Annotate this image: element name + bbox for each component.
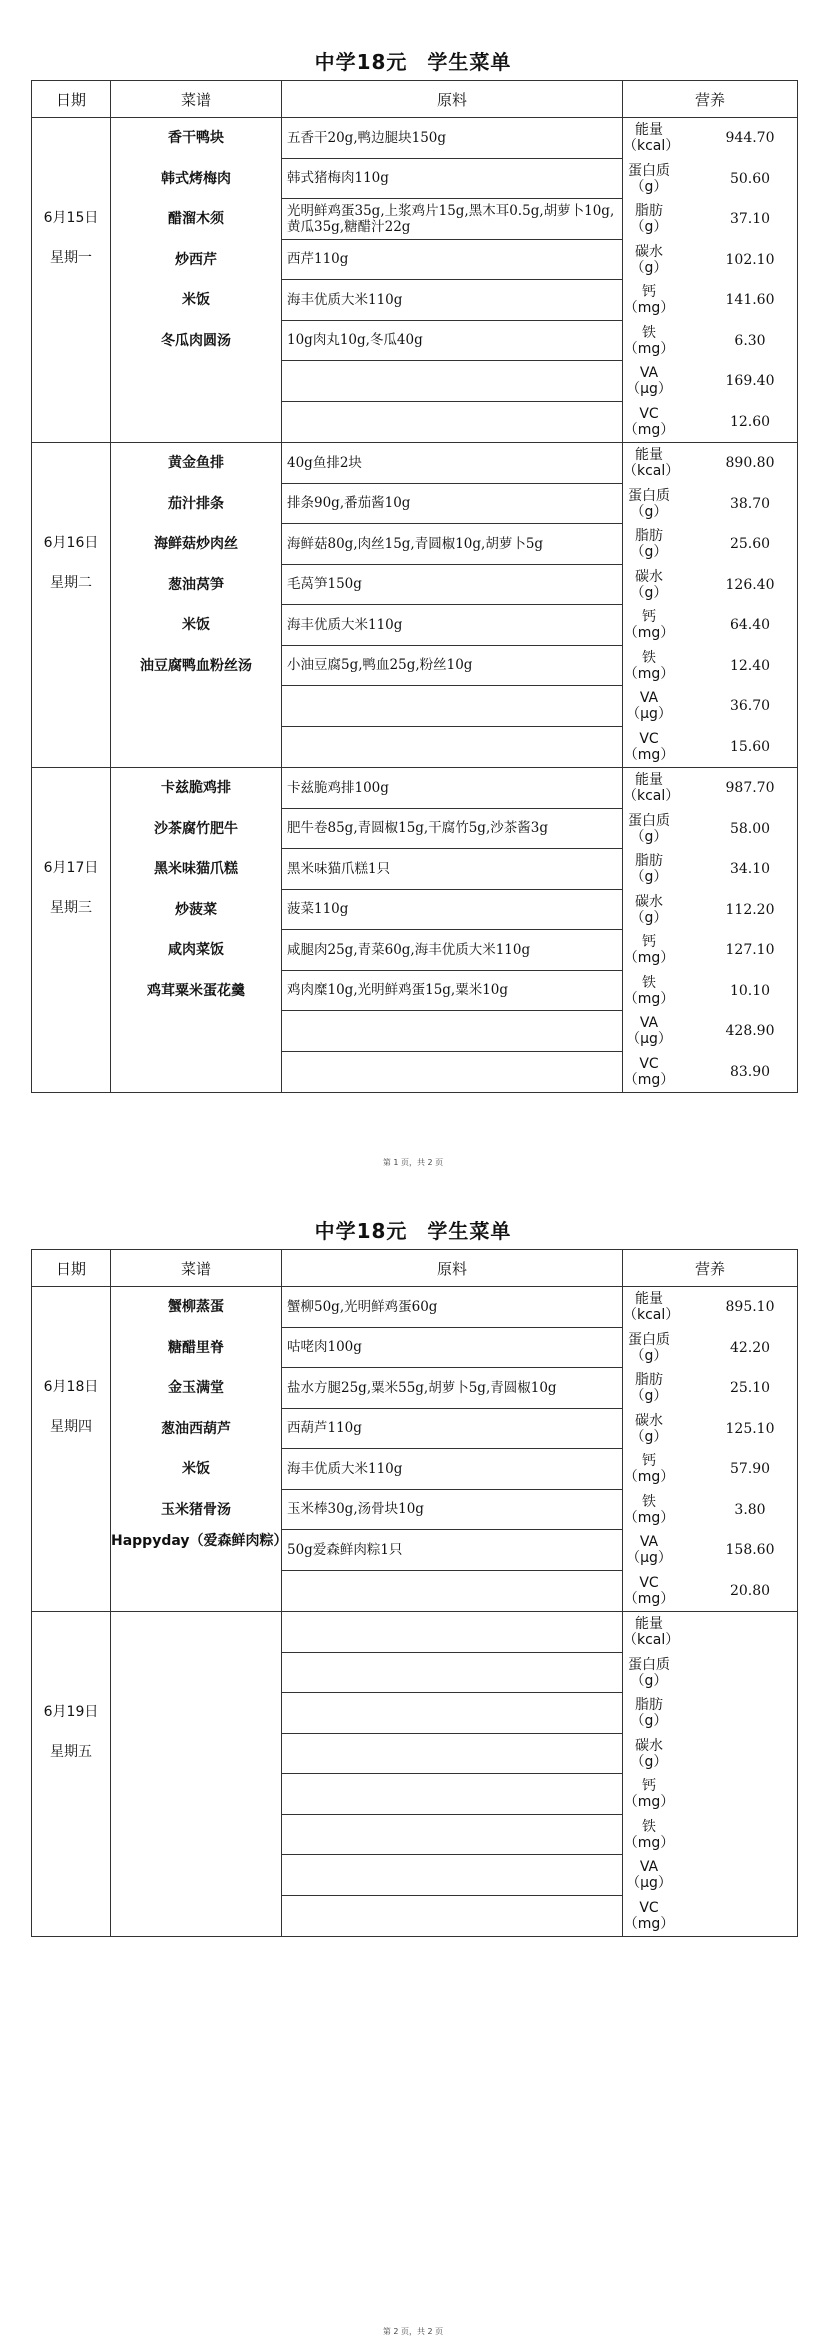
nutrition-value: 12.60 — [729, 413, 771, 430]
nutrition-label: VC （mg） — [623, 1055, 675, 1088]
dish-name: 香干鸭块 — [168, 130, 224, 146]
dish-name: 鸡茸粟米蛋花羹 — [147, 982, 245, 999]
header-dish: 菜谱 — [111, 81, 282, 118]
nutrition-row — [623, 1855, 797, 1896]
nutrition-value: 38.70 — [729, 495, 771, 512]
dish-name: 米饭 — [182, 1461, 210, 1477]
ingredient-line: 鸡肉糜10g,光明鲜鸡蛋15g,粟米10g — [282, 971, 622, 1012]
nutrition-label: VC （mg） — [623, 730, 675, 763]
dishes-cell — [111, 768, 282, 1093]
nutrition-value: 36.70 — [729, 698, 771, 715]
nutrition-row — [623, 159, 797, 200]
ingredient-line — [282, 686, 622, 727]
ingredient-line — [282, 727, 622, 767]
title-school: 中学18元 — [314, 50, 408, 74]
header-dish: 菜谱 — [111, 1250, 282, 1287]
nutrition-label: VA （μg） — [626, 365, 672, 398]
ingredient-line: 卡兹脆鸡排100g — [282, 768, 622, 809]
dish-name: Happyday（爱森鲜肉粽） — [111, 1533, 288, 1549]
dish-name: 咸肉菜饭 — [168, 942, 224, 958]
nutrition-label: 能量 （kcal） — [623, 122, 680, 155]
ingredient-line — [282, 1774, 622, 1815]
dish-name: 油豆腐鸭血粉丝汤 — [140, 657, 252, 674]
weekday-text: 星期四 — [50, 1419, 92, 1435]
weekday-text: 星期二 — [50, 575, 92, 591]
ingredient-line: 海丰优质大米110g — [282, 1449, 622, 1490]
nutrition-row — [623, 1571, 797, 1612]
dish-name: 醋溜木须 — [168, 211, 224, 227]
dish-name: 海鲜菇炒肉丝 — [154, 536, 238, 552]
header-nutrition: 营养 — [623, 81, 798, 118]
nutrition-row — [623, 1653, 797, 1694]
nutrition-value: 20.80 — [729, 1582, 771, 1599]
day-row — [32, 443, 798, 768]
nutrition-value: 50.60 — [729, 170, 771, 187]
date-block — [32, 1612, 110, 1772]
date-cell — [32, 1287, 111, 1612]
nutrition-row — [623, 280, 797, 321]
ingredient-line: 西葫芦110g — [282, 1409, 622, 1450]
nutrition-row — [623, 930, 797, 971]
dish-name: 葱油莴笋 — [168, 576, 224, 593]
nutrition-row — [623, 524, 797, 565]
ingredient-line: 蟹柳50g,光明鲜鸡蛋60g — [282, 1287, 622, 1328]
ingredient-line: 五香干20g,鸭边腿块150g — [282, 118, 622, 159]
nutrition-value: 126.40 — [725, 576, 775, 593]
nutrition-row — [623, 971, 797, 1012]
nutrition-value: 6.30 — [734, 332, 766, 349]
nutrition-label: 钙 （mg） — [623, 284, 675, 317]
nutrition-label: VA （μg） — [626, 1859, 672, 1892]
nutrition-value: 15.60 — [729, 738, 771, 755]
nutrition-cell — [623, 1612, 798, 1937]
menu-table — [31, 80, 798, 1093]
nutrition-label: 钙 （mg） — [623, 934, 675, 967]
nutrition-row — [623, 321, 797, 362]
ingredient-line: 咸腿肉25g,青菜60g,海丰优质大米110g — [282, 930, 622, 971]
date-cell — [32, 1612, 111, 1937]
header-ingredients: 原料 — [282, 81, 623, 118]
nutrition-row — [623, 1409, 797, 1450]
nutrition-label: 碳水 （g） — [630, 1412, 668, 1445]
ingredient-line: 50g爱森鲜肉粽1只 — [282, 1530, 622, 1571]
nutrition-row — [623, 1287, 797, 1328]
ingredient-line — [282, 1052, 622, 1092]
ingredient-line: 盐水方腿25g,粟米55g,胡萝卜5g,青圆椒10g — [282, 1368, 622, 1409]
ingredient-line: 菠菜110g — [282, 890, 622, 931]
menu-table — [31, 1249, 798, 1937]
dish-name: 茄汁排条 — [168, 495, 224, 512]
dish-name: 卡兹脆鸡排 — [161, 780, 231, 796]
ingredient-line — [282, 361, 622, 402]
nutrition-label: 铁 （mg） — [623, 1818, 675, 1851]
ingredient-line: 光明鲜鸡蛋35g,上浆鸡片15g,黑木耳0.5g,胡萝卜10g,黄瓜35g,糖醋汁22g — [282, 199, 622, 240]
nutrition-row — [623, 849, 797, 890]
dishes-cell — [111, 443, 282, 768]
nutrition-row — [623, 240, 797, 281]
nutrition-value: 102.10 — [725, 251, 775, 268]
nutrition-label: 脂肪 （g） — [630, 1697, 668, 1730]
ingredient-line — [282, 1693, 622, 1734]
nutrition-row — [623, 1530, 797, 1571]
dish-name: 米饭 — [182, 292, 210, 308]
nutrition-row — [623, 1896, 797, 1937]
nutrition-value: 25.60 — [729, 536, 771, 553]
nutrition-row — [623, 605, 797, 646]
nutrition-row — [623, 1490, 797, 1531]
nutrition-cell — [623, 768, 798, 1093]
dishes-cell — [111, 1612, 282, 1937]
ingredient-line: 海丰优质大米110g — [282, 605, 622, 646]
nutrition-row — [623, 727, 797, 768]
day-row — [32, 118, 798, 443]
ingredient-line: 韩式猪梅肉110g — [282, 159, 622, 200]
date-block — [32, 1287, 110, 1447]
weekday-text: 星期一 — [50, 250, 92, 266]
nutrition-label: 碳水 （g） — [630, 243, 668, 276]
nutrition-cell — [623, 118, 798, 443]
ingredients-cell — [282, 1612, 623, 1937]
date-block — [32, 443, 110, 603]
nutrition-value: 57.90 — [729, 1461, 771, 1478]
nutrition-value: 169.40 — [725, 373, 775, 390]
dishes-cell — [111, 1287, 288, 1612]
nutrition-row — [623, 1328, 797, 1369]
ingredient-line: 排条90g,番茄酱10g — [282, 484, 622, 525]
nutrition-value: 25.10 — [729, 1380, 771, 1397]
nutrition-row — [623, 686, 797, 727]
ingredients-cell — [282, 118, 623, 443]
nutrition-label: 脂肪 （g） — [630, 203, 668, 236]
ingredient-line: 玉米棒30g,汤骨块10g — [282, 1490, 622, 1531]
ingredient-line — [282, 1011, 622, 1052]
nutrition-label: 铁 （mg） — [623, 1493, 675, 1526]
ingredient-line — [282, 1612, 622, 1653]
page-title — [0, 46, 826, 75]
date-text: 6月19日 — [43, 1704, 99, 1720]
nutrition-row — [623, 768, 797, 809]
dish-name: 黄金鱼排 — [168, 455, 224, 471]
nutrition-cell — [623, 1287, 798, 1612]
ingredients-cell — [282, 768, 623, 1093]
ingredient-line: 10g肉丸10g,冬瓜40g — [282, 321, 622, 362]
nutrition-label: 脂肪 （g） — [630, 853, 668, 886]
nutrition-value: 64.40 — [729, 617, 771, 634]
nutrition-cell — [623, 443, 798, 768]
header-ingredients: 原料 — [282, 1250, 623, 1287]
nutrition-row — [623, 1011, 797, 1052]
nutrition-row — [623, 118, 797, 159]
nutrition-row — [623, 402, 797, 443]
nutrition-label: 碳水 （g） — [630, 1737, 668, 1770]
nutrition-label: VC （mg） — [623, 405, 675, 438]
nutrition-row — [623, 1449, 797, 1490]
nutrition-row — [623, 361, 797, 402]
nutrition-label: VA （μg） — [626, 1534, 672, 1567]
ingredients-cell — [282, 1287, 623, 1612]
date-block — [32, 768, 110, 928]
nutrition-label: 铁 （mg） — [623, 324, 675, 357]
date-cell — [32, 118, 111, 443]
ingredients-cell — [282, 443, 623, 768]
weekday-text: 星期五 — [50, 1744, 92, 1760]
nutrition-row — [623, 646, 797, 687]
nutrition-label: 蛋白质 （g） — [628, 162, 670, 195]
nutrition-value: 112.20 — [725, 901, 775, 918]
nutrition-value: 3.80 — [734, 1501, 766, 1518]
nutrition-label: 蛋白质 （g） — [628, 487, 670, 520]
nutrition-label: 能量 （kcal） — [623, 1291, 680, 1324]
nutrition-label: 蛋白质 （g） — [628, 812, 670, 845]
nutrition-row — [623, 484, 797, 525]
dish-name: 炒菠菜 — [175, 901, 217, 918]
header-date: 日期 — [32, 81, 111, 118]
ingredient-line: 肥牛卷85g,青圆椒15g,干腐竹5g,沙茶酱3g — [282, 809, 622, 850]
ingredient-line — [282, 1855, 622, 1896]
nutrition-value: 127.10 — [725, 942, 775, 959]
nutrition-value: 10.10 — [729, 982, 771, 999]
nutrition-label: 钙 （mg） — [623, 609, 675, 642]
ingredient-line: 40g鱼排2块 — [282, 443, 622, 484]
ingredient-line: 海鲜菇80g,肉丝15g,青圆椒10g,胡萝卜5g — [282, 524, 622, 565]
nutrition-row — [623, 1774, 797, 1815]
page-title — [0, 1215, 826, 1244]
dish-name: 玉米猪骨汤 — [161, 1501, 231, 1518]
nutrition-label: 脂肪 （g） — [630, 1372, 668, 1405]
nutrition-row — [623, 890, 797, 931]
ingredient-line — [282, 1896, 622, 1936]
nutrition-value: 944.70 — [725, 130, 775, 147]
nutrition-label: 能量 （kcal） — [623, 772, 680, 805]
dish-name: 沙茶腐竹肥牛 — [154, 820, 238, 837]
nutrition-label: VC （mg） — [623, 1574, 675, 1607]
nutrition-value: 158.60 — [725, 1542, 775, 1559]
date-block — [32, 118, 110, 278]
nutrition-label: 碳水 （g） — [630, 568, 668, 601]
menu-page-2 — [0, 1169, 826, 2338]
nutrition-value: 895.10 — [725, 1299, 775, 1316]
nutrition-value: 125.10 — [725, 1420, 775, 1437]
dish-name: 糖醋里脊 — [168, 1339, 224, 1356]
dish-name: 葱油西葫芦 — [161, 1420, 231, 1437]
dish-name: 冬瓜肉圆汤 — [161, 332, 231, 349]
dish-name: 米饭 — [182, 617, 210, 633]
nutrition-value: 34.10 — [729, 861, 771, 878]
nutrition-value: 83.90 — [729, 1063, 771, 1080]
dishes-cell — [111, 118, 282, 443]
nutrition-label: VA （μg） — [626, 690, 672, 723]
date-text: 6月16日 — [43, 535, 99, 551]
date-cell — [32, 443, 111, 768]
header-date: 日期 — [32, 1250, 111, 1287]
dish-name: 金玉满堂 — [168, 1380, 224, 1396]
day-row — [32, 1612, 798, 1937]
ingredient-line: 小油豆腐5g,鸭血25g,粉丝10g — [282, 646, 622, 687]
dish-name: 蟹柳蒸蛋 — [168, 1299, 224, 1315]
nutrition-value: 428.90 — [725, 1023, 775, 1040]
nutrition-label: 蛋白质 （g） — [628, 1656, 670, 1689]
nutrition-label: 钙 （mg） — [623, 1453, 675, 1486]
ingredient-line — [282, 1815, 622, 1856]
nutrition-label: 脂肪 （g） — [630, 528, 668, 561]
nutrition-row — [623, 1734, 797, 1775]
nutrition-label: 铁 （mg） — [623, 974, 675, 1007]
title-menu: 学生菜单 — [427, 1219, 512, 1243]
date-text: 6月15日 — [43, 210, 99, 226]
date-cell — [32, 768, 111, 1093]
weekday-text: 星期三 — [50, 900, 92, 916]
ingredient-line — [282, 1734, 622, 1775]
nutrition-row — [623, 809, 797, 850]
nutrition-row — [623, 1693, 797, 1734]
ingredient-line: 黑米味猫爪糕1只 — [282, 849, 622, 890]
nutrition-row — [623, 1815, 797, 1856]
nutrition-value: 987.70 — [725, 780, 775, 797]
title-school: 中学18元 — [314, 1219, 408, 1243]
nutrition-value: 890.80 — [725, 455, 775, 472]
title-menu: 学生菜单 — [427, 50, 512, 74]
nutrition-row — [623, 199, 797, 240]
ingredient-line: 海丰优质大米110g — [282, 280, 622, 321]
ingredient-line — [282, 402, 622, 442]
header-nutrition: 营养 — [623, 1250, 798, 1287]
nutrition-value: 12.40 — [729, 657, 771, 674]
nutrition-label: 能量 （kcal） — [623, 447, 680, 480]
nutrition-label: VC （mg） — [623, 1899, 675, 1932]
nutrition-row — [623, 1368, 797, 1409]
ingredient-line — [282, 1653, 622, 1694]
day-row — [32, 1287, 798, 1612]
ingredient-line — [282, 1571, 622, 1611]
nutrition-label: 蛋白质 （g） — [628, 1331, 670, 1364]
nutrition-label: 碳水 （g） — [630, 893, 668, 926]
ingredient-line: 西芹110g — [282, 240, 622, 281]
nutrition-row — [623, 565, 797, 606]
date-text: 6月17日 — [43, 860, 99, 876]
page-footer: 第 1 页，共 2 页 — [382, 1158, 444, 1167]
nutrition-label: 能量 （kcal） — [623, 1616, 680, 1649]
day-row — [32, 768, 798, 1093]
nutrition-value: 141.60 — [725, 292, 775, 309]
dish-name: 炒西芹 — [175, 251, 217, 268]
nutrition-row — [623, 1612, 797, 1653]
nutrition-value: 42.20 — [729, 1339, 771, 1356]
dish-name: 黑米味猫爪糕 — [154, 861, 238, 877]
dish-name: 韩式烤梅肉 — [161, 170, 231, 187]
nutrition-value: 58.00 — [729, 820, 771, 837]
nutrition-label: 铁 （mg） — [623, 649, 675, 682]
nutrition-value: 37.10 — [729, 211, 771, 228]
nutrition-row — [623, 1052, 797, 1093]
nutrition-label: VA （μg） — [626, 1015, 672, 1048]
ingredient-line: 毛莴笋150g — [282, 565, 622, 606]
nutrition-label: 钙 （mg） — [623, 1778, 675, 1811]
ingredient-line: 咕咾肉100g — [282, 1328, 622, 1369]
date-text: 6月18日 — [43, 1379, 99, 1395]
nutrition-row — [623, 443, 797, 484]
page-footer: 第 2 页，共 2 页 — [382, 2327, 444, 2336]
